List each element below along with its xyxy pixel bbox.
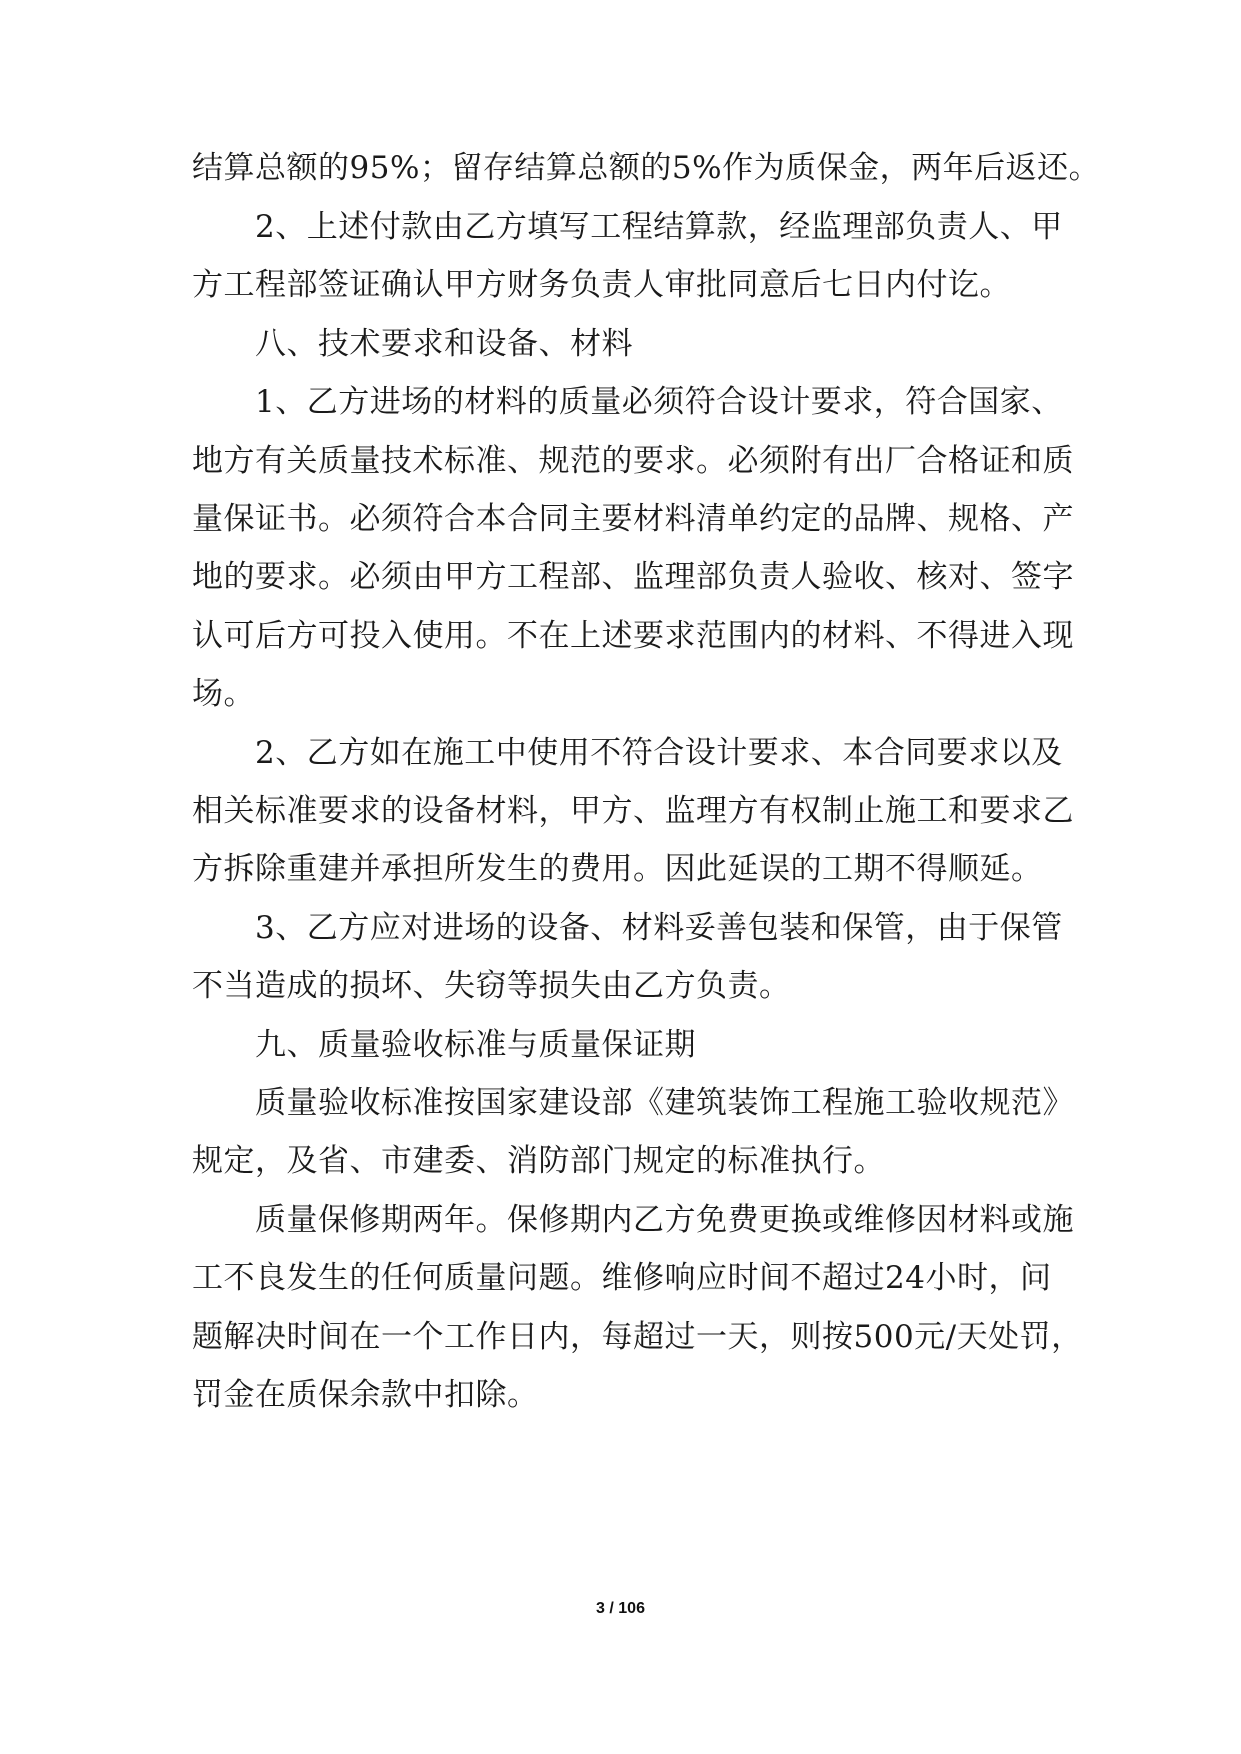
text-line: 量保证书。必须符合本合同主要材料清单约定的品牌、规格、产 [192,501,1074,537]
text-line: 质量保修期两年。保修期内乙方免费更换或维修因材料或施 [255,1202,1074,1238]
text-line: 地的要求。必须由甲方工程部、监理部负责人验收、核对、签字 [192,559,1074,595]
text-line: 方拆除重建并承担所发生的费用。因此延误的工期不得顺延。 [192,851,1043,887]
text-line: 题解决时间在一个工作日内，每超过一天，则按500元/天处罚， [192,1319,1083,1355]
section-heading: 八、技术要求和设备、材料 [255,326,633,362]
text-line: 罚金在质保余款中扣除。 [192,1377,539,1413]
text-line: 质量验收标准按国家建设部《建筑装饰工程施工验收规范》 [255,1085,1074,1121]
text-line: 2、上述付款由乙方填写工程结算款，经监理部负责人、甲 [255,209,1063,245]
section-heading: 九、质量验收标准与质量保证期 [255,1027,696,1063]
text-line: 规定，及省、市建委、消防部门规定的标准执行。 [192,1143,885,1179]
text-line: 1、乙方进场的材料的质量必须符合设计要求，符合国家、 [255,384,1063,420]
page-number: 3 / 106 [596,1600,645,1617]
text-line: 不当造成的损坏、失窃等损失由乙方负责。 [192,968,791,1004]
text-line: 结算总额的95%；留存结算总额的5%作为质保金，两年后返还。 [192,150,1101,186]
text-line: 3、乙方应对进场的设备、材料妥善包装和保管，由于保管 [255,910,1063,946]
text-line: 相关标准要求的设备材料，甲方、监理方有权制止施工和要求乙 [192,793,1074,829]
text-line: 认可后方可投入使用。不在上述要求范围内的材料、不得进入现 [192,618,1074,654]
text-line: 地方有关质量技术标准、规范的要求。必须附有出厂合格证和质 [192,443,1074,479]
text-line: 方工程部签证确认甲方财务负责人审批同意后七日内付讫。 [192,267,1011,303]
text-line: 2、乙方如在施工中使用不符合设计要求、本合同要求以及 [255,735,1063,771]
text-line: 场。 [192,676,255,712]
text-line: 工不良发生的任何质量问题。维修响应时间不超过24小时，问 [192,1260,1052,1296]
